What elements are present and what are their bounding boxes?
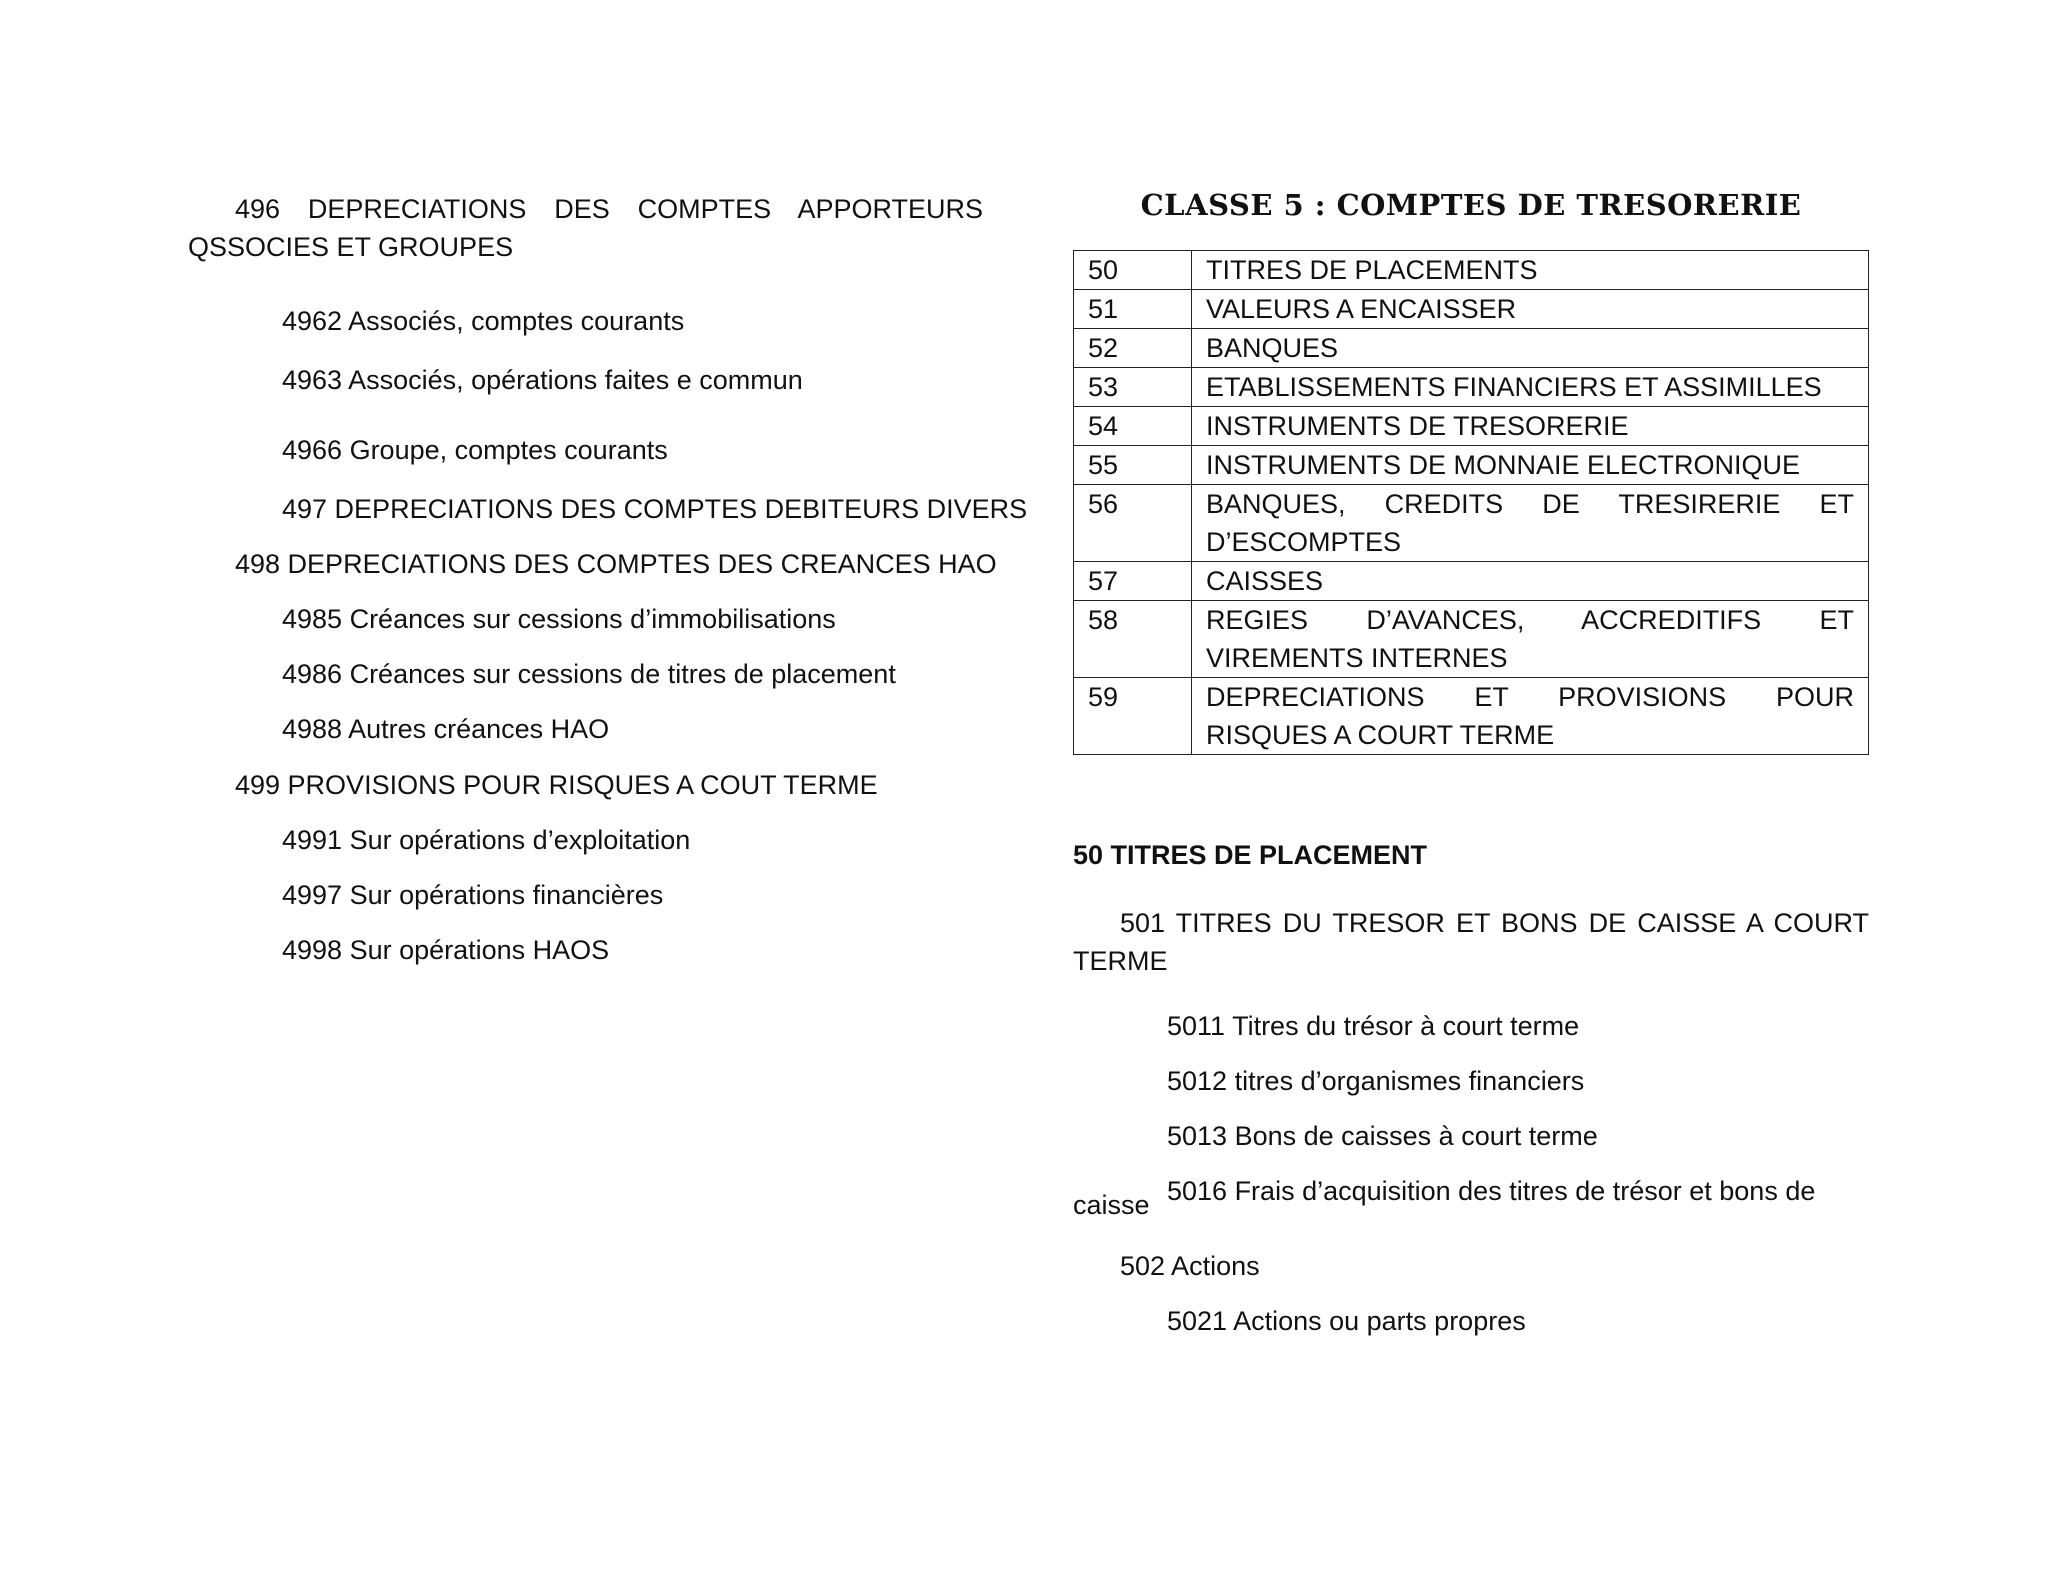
table-row: [1074, 329, 1869, 368]
table-row: [1074, 678, 1869, 755]
account-5016-continuation: caisse: [1073, 1190, 1150, 1220]
account-4997: 4997 Sur opérations financières: [282, 880, 664, 910]
account-code: 59: [1074, 678, 1192, 755]
account-502-heading: 502 Actions: [1120, 1251, 1260, 1281]
account-497-heading: 497 DEPRECIATIONS DES COMPTES DEBITEURS DIVERS: [282, 494, 1028, 524]
account-4966: 4966 Groupe, comptes courants: [282, 435, 668, 465]
account-code: 55: [1074, 446, 1192, 485]
account-5016: 5016 Frais d’acquisition des titres de trésor et bons de: [1167, 1176, 1816, 1206]
account-code: 52: [1074, 329, 1192, 368]
account-label: REGIES D’AVANCES, ACCREDITIFS ET VIREMENTS INTERNES: [1192, 601, 1869, 678]
table-row: [1074, 562, 1869, 601]
account-code: 51: [1074, 290, 1192, 329]
account-4991: 4991 Sur opérations d’exploitation: [282, 825, 691, 855]
account-501-heading: 501 TITRES DU TRESOR ET BONS DE CAISSE A COURT TERME: [1073, 908, 1869, 976]
account-496-heading: 496 DEPRECIATIONS DES COMPTES APPORTEURS QSSOCIES ET GROUPES: [188, 194, 983, 262]
table-row: [1074, 485, 1869, 562]
account-499-heading: 499 PROVISIONS POUR RISQUES A COUT TERME: [235, 770, 878, 800]
account-code: 56: [1074, 485, 1192, 562]
account-code: 54: [1074, 407, 1192, 446]
account-code: 58: [1074, 601, 1192, 678]
account-label: INSTRUMENTS DE MONNAIE ELECTRONIQUE: [1192, 446, 1869, 485]
account-label: DEPRECIATIONS ET PROVISIONS POUR RISQUES A COURT TERME: [1192, 678, 1869, 755]
account-4998: 4998 Sur opérations HAOS: [282, 935, 610, 965]
account-code: 50: [1074, 251, 1192, 290]
account-label: TITRES DE PLACEMENTS: [1192, 251, 1869, 290]
account-label: VALEURS A ENCAISSER: [1192, 290, 1869, 329]
account-4986: 4986 Créances sur cessions de titres de placement: [282, 659, 896, 689]
table-row: [1074, 407, 1869, 446]
section-heading-50: 50 TITRES DE PLACEMENT: [1073, 840, 1428, 870]
account-label: ETABLISSEMENTS FINANCIERS ET ASSIMILLES: [1192, 368, 1869, 407]
account-label: CAISSES: [1192, 562, 1869, 601]
table-row: [1074, 251, 1869, 290]
account-label: INSTRUMENTS DE TRESORERIE: [1192, 407, 1869, 446]
account-4988: 4988 Autres créances HAO: [282, 714, 610, 744]
account-4985: 4985 Créances sur cessions d’immobilisations: [282, 604, 836, 634]
table-row: [1074, 446, 1869, 485]
account-498-heading: 498 DEPRECIATIONS DES COMPTES DES CREANCES HAO: [235, 549, 997, 579]
account-4962: 4962 Associés, comptes courants: [282, 306, 685, 336]
account-4963: 4963 Associés, opérations faites e commun: [282, 365, 803, 395]
account-label: BANQUES: [1192, 329, 1869, 368]
table-row: [1074, 290, 1869, 329]
account-code: 53: [1074, 368, 1192, 407]
table-row: [1074, 601, 1869, 678]
class-5-title: CLASSE 5 : COMPTES DE TRESORERIE: [1140, 188, 1802, 222]
account-code: 57: [1074, 562, 1192, 601]
account-5012: 5012 titres d’organismes financiers: [1167, 1066, 1585, 1096]
class-5-accounts-table: [1073, 250, 1869, 755]
account-5021: 5021 Actions ou parts propres: [1167, 1306, 1526, 1336]
account-5013: 5013 Bons de caisses à court terme: [1167, 1121, 1598, 1151]
account-label: BANQUES, CREDITS DE TRESIRERIE ET D’ESCOMPTES: [1192, 485, 1869, 562]
account-5011: 5011 Titres du trésor à court terme: [1167, 1011, 1580, 1041]
table-row: [1074, 368, 1869, 407]
